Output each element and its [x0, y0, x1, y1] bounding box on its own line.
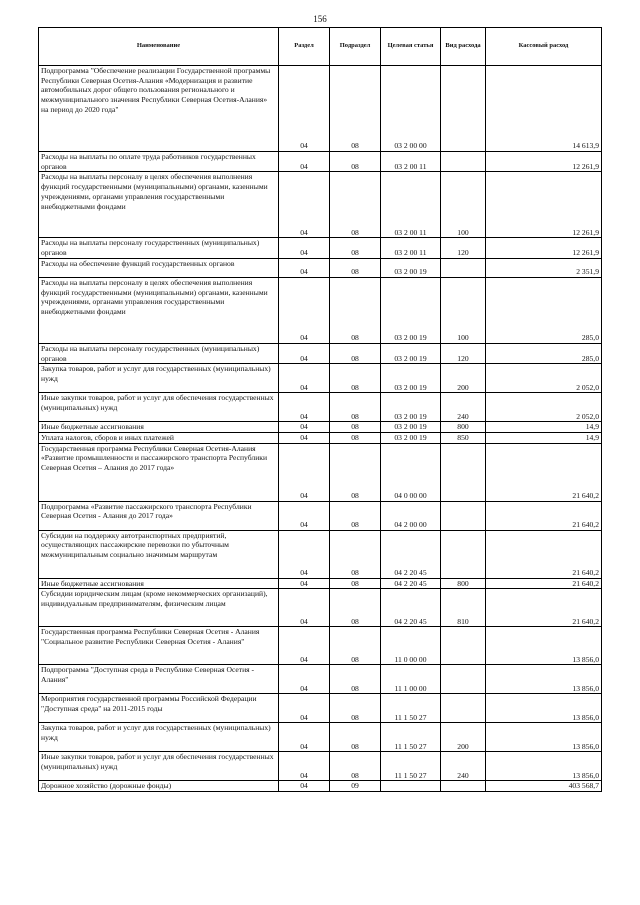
table-row	[39, 422, 602, 433]
row-amount: 13 856,0	[486, 694, 602, 723]
row-section: 04	[279, 172, 330, 238]
row-type: 120	[441, 238, 486, 258]
row-amount: 14 613,9	[486, 66, 602, 152]
row-section: 04	[279, 589, 330, 627]
row-subsection: 08	[330, 752, 381, 781]
row-section: 04	[279, 152, 330, 172]
row-name: Уплата налогов, сборов и иных платежей	[39, 432, 279, 443]
row-section: 04	[279, 393, 330, 422]
row-subsection: 08	[330, 665, 381, 694]
header-subsection: Подраздел	[330, 28, 381, 66]
row-section: 04	[279, 238, 330, 258]
row-name: Государственная программа Республики Северная Осетия-Алания «Развитие промышленности и пассажирского транспорта Республики Северная Осетия – Алания до 2017 года»	[39, 443, 279, 501]
row-type	[441, 781, 486, 792]
row-amount: 21 640,2	[486, 443, 602, 501]
table-row	[39, 665, 602, 694]
table-row	[39, 781, 602, 792]
row-section: 04	[279, 752, 330, 781]
row-section: 04	[279, 665, 330, 694]
row-subsection: 08	[330, 238, 381, 258]
row-amount: 12 261,9	[486, 238, 602, 258]
row-name: Расходы на выплаты персоналу государственных (муниципальных) органов	[39, 343, 279, 363]
row-type: 120	[441, 343, 486, 363]
row-section: 04	[279, 258, 330, 277]
row-subsection: 08	[330, 694, 381, 723]
row-target: 03 2 00 19	[381, 432, 441, 443]
row-target: 03 2 00 00	[381, 66, 441, 152]
row-amount: 2 351,9	[486, 258, 602, 277]
table-header-row	[39, 28, 602, 66]
row-name: Дорожное хозяйство (дорожные фонды)	[39, 781, 279, 792]
table-row	[39, 393, 602, 422]
row-subsection: 09	[330, 781, 381, 792]
table-row	[39, 723, 602, 752]
row-subsection: 08	[330, 66, 381, 152]
row-subsection: 08	[330, 589, 381, 627]
header-amount: Кассовый расход	[486, 28, 602, 66]
row-name: Подпрограмма «Развитие пассажирского транспорта Республики Северная Осетия - Алания до 2017 года»	[39, 501, 279, 530]
row-subsection: 08	[330, 422, 381, 433]
table-row	[39, 364, 602, 393]
row-subsection: 08	[330, 627, 381, 665]
row-section: 04	[279, 694, 330, 723]
row-type	[441, 530, 486, 578]
row-amount: 21 640,2	[486, 589, 602, 627]
row-target: 11 0 00 00	[381, 627, 441, 665]
table-row	[39, 238, 602, 258]
table-row	[39, 589, 602, 627]
row-type: 800	[441, 578, 486, 589]
row-subsection: 08	[330, 723, 381, 752]
row-section: 04	[279, 66, 330, 152]
table-row	[39, 152, 602, 172]
row-amount: 13 856,0	[486, 723, 602, 752]
row-section: 04	[279, 343, 330, 363]
page-number: 156	[313, 14, 327, 24]
row-amount: 14,9	[486, 422, 602, 433]
row-name: Субсидии на поддержку автотранспортных предприятий, осуществляющих пассажирские перевозки по убыточным межмуниципальным социально значимым маршрутам	[39, 530, 279, 578]
row-section: 04	[279, 627, 330, 665]
row-target: 03 2 00 19	[381, 393, 441, 422]
row-target: 03 2 00 11	[381, 238, 441, 258]
row-name: Закупка товаров, работ и услуг для государственных (муниципальных) нужд	[39, 364, 279, 393]
table-row	[39, 752, 602, 781]
row-amount: 285,0	[486, 277, 602, 343]
row-amount: 21 640,2	[486, 578, 602, 589]
row-section: 04	[279, 781, 330, 792]
row-subsection: 08	[330, 258, 381, 277]
row-name: Подпрограмма "Обеспечение реализации Государственной программы Республики Северная Осетия-Алания «Модернизация и развитие автомобильных дорог общего пользования регионального и межмуниципального значения Республики Северная Осетия-Алания» на период до 2020 года"	[39, 66, 279, 152]
row-subsection: 08	[330, 152, 381, 172]
row-target: 11 1 50 27	[381, 723, 441, 752]
row-name: Расходы на выплаты персоналу в целях обеспечения выполнения функций государственными (муниципальными) органами, казенными учреждениями, органами управления государственными внебюджетными фондами	[39, 277, 279, 343]
table-row	[39, 578, 602, 589]
row-type: 800	[441, 422, 486, 433]
row-amount: 2 052,0	[486, 393, 602, 422]
row-type	[441, 66, 486, 152]
row-type	[441, 152, 486, 172]
row-target: 11 1 50 27	[381, 752, 441, 781]
row-section: 04	[279, 530, 330, 578]
row-name: Иные бюджетные ассигнования	[39, 422, 279, 433]
row-section: 04	[279, 277, 330, 343]
row-amount: 13 856,0	[486, 752, 602, 781]
table-row	[39, 443, 602, 501]
row-type: 850	[441, 432, 486, 443]
row-amount: 13 856,0	[486, 665, 602, 694]
table-row	[39, 172, 602, 238]
row-name: Иные закупки товаров, работ и услуг для обеспечения государственных (муниципальных) нужд	[39, 752, 279, 781]
row-type: 810	[441, 589, 486, 627]
row-type: 240	[441, 393, 486, 422]
row-amount: 21 640,2	[486, 530, 602, 578]
row-target: 03 2 00 19	[381, 422, 441, 433]
row-type: 100	[441, 277, 486, 343]
row-section: 04	[279, 422, 330, 433]
row-name: Расходы на выплаты персоналу в целях обеспечения выполнения функций государственными (муниципальными) органами, казенными учреждениями, органами управления государственными внебюджетными фондами	[39, 172, 279, 238]
row-subsection: 08	[330, 578, 381, 589]
row-target: 04 2 20 45	[381, 589, 441, 627]
row-name: Мероприятия государственной программы Российской Федерации "Доступная среда" на 2011-2015 годы	[39, 694, 279, 723]
row-name: Субсидии юридическим лицам (кроме некоммерческих организаций), индивидуальным предпринимателям, физическим лицам	[39, 589, 279, 627]
row-target: 03 2 00 19	[381, 277, 441, 343]
row-target: 04 2 20 45	[381, 578, 441, 589]
row-amount: 13 856,0	[486, 627, 602, 665]
row-name: Расходы на выплаты по оплате труда работников государственных органов	[39, 152, 279, 172]
row-section: 04	[279, 432, 330, 443]
row-section: 04	[279, 578, 330, 589]
row-type: 200	[441, 364, 486, 393]
row-target: 04 2 20 45	[381, 530, 441, 578]
table-row	[39, 530, 602, 578]
row-target: 03 2 00 11	[381, 152, 441, 172]
header-target: Целевая статья	[381, 28, 441, 66]
row-name: Расходы на выплаты персоналу государственных (муниципальных) органов	[39, 238, 279, 258]
row-type: 100	[441, 172, 486, 238]
row-section: 04	[279, 501, 330, 530]
table-row	[39, 501, 602, 530]
table-row	[39, 258, 602, 277]
row-name: Подпрограмма "Доступная среда в Республике Северная Осетия - Алания"	[39, 665, 279, 694]
table-body	[39, 66, 602, 792]
row-subsection: 08	[330, 501, 381, 530]
row-type	[441, 443, 486, 501]
row-subsection: 08	[330, 172, 381, 238]
row-subsection: 08	[330, 364, 381, 393]
row-target	[381, 781, 441, 792]
row-amount: 12 261,9	[486, 152, 602, 172]
row-amount: 285,0	[486, 343, 602, 363]
row-type	[441, 258, 486, 277]
table-row	[39, 432, 602, 443]
table-row	[39, 343, 602, 363]
row-target: 03 2 00 19	[381, 364, 441, 393]
row-section: 04	[279, 443, 330, 501]
table-row	[39, 694, 602, 723]
row-type: 200	[441, 723, 486, 752]
header-name: Наименование	[39, 28, 279, 66]
row-name: Государственная программа Республики Северная Осетия - Алания "Социальное развитие Республики Северная Осетия - Алания"	[39, 627, 279, 665]
table-row	[39, 66, 602, 152]
row-type: 240	[441, 752, 486, 781]
row-name: Иные бюджетные ассигнования	[39, 578, 279, 589]
row-subsection: 08	[330, 443, 381, 501]
row-subsection: 08	[330, 393, 381, 422]
header-type: Вид расхода	[441, 28, 486, 66]
row-amount: 14,9	[486, 432, 602, 443]
row-target: 03 2 00 19	[381, 258, 441, 277]
row-amount: 21 640,2	[486, 501, 602, 530]
row-subsection: 08	[330, 277, 381, 343]
row-name: Расходы на обеспечение функций государственных органов	[39, 258, 279, 277]
table-row	[39, 627, 602, 665]
row-type	[441, 694, 486, 723]
row-type	[441, 627, 486, 665]
row-amount: 2 052,0	[486, 364, 602, 393]
row-amount: 403 568,7	[486, 781, 602, 792]
header-section: Раздел	[279, 28, 330, 66]
row-type	[441, 501, 486, 530]
row-type	[441, 665, 486, 694]
row-amount: 12 261,9	[486, 172, 602, 238]
expenditure-table	[38, 27, 602, 792]
row-name: Иные закупки товаров, работ и услуг для обеспечения государственных (муниципальных) нужд	[39, 393, 279, 422]
row-target: 04 2 00 00	[381, 501, 441, 530]
row-target: 03 2 00 19	[381, 343, 441, 363]
row-section: 04	[279, 364, 330, 393]
row-name: Закупка товаров, работ и услуг для государственных (муниципальных) нужд	[39, 723, 279, 752]
row-subsection: 08	[330, 343, 381, 363]
row-target: 04 0 00 00	[381, 443, 441, 501]
row-target: 11 1 50 27	[381, 694, 441, 723]
row-target: 11 1 00 00	[381, 665, 441, 694]
row-subsection: 08	[330, 432, 381, 443]
row-subsection: 08	[330, 530, 381, 578]
table-row	[39, 277, 602, 343]
row-section: 04	[279, 723, 330, 752]
row-target: 03 2 00 11	[381, 172, 441, 238]
